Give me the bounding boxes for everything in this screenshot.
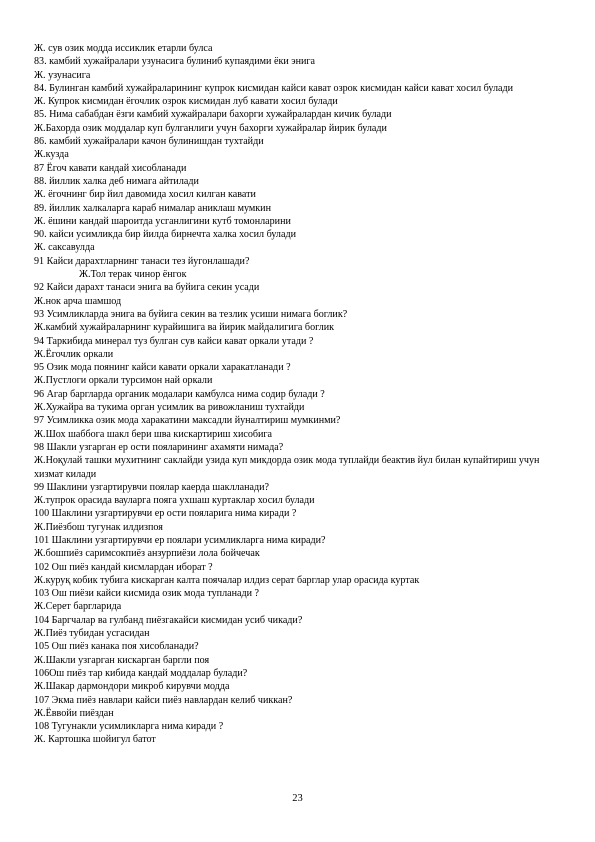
text-line: Ж. саксавулда bbox=[34, 242, 95, 254]
text-line: 85. Нима сабабдан ёзги камбий хужайралари бахорги хужайралардан кичик булади bbox=[34, 109, 392, 121]
text-line: 103 Ош пиёзи кайси кисмида озик мода тупланади ? bbox=[34, 588, 260, 600]
text-line: Ж. сув озик модда иссиклик етарли булса bbox=[34, 43, 213, 54]
text-line: 97 Усимликка озик мода харакатини максадли йуналтириш мумкинми? bbox=[34, 415, 341, 427]
text-line: 94 Таркибида минерал туз булган сув кайси кават оркали утади ? bbox=[34, 335, 314, 347]
text-line: Ж.кузда bbox=[34, 149, 69, 161]
text-line: Ж.нок арча шамшод bbox=[34, 295, 122, 307]
text-line: Ж.Пустлоги оркали турсимон най оркали bbox=[34, 375, 213, 387]
text-line: Ж.Ёввойи пиёздан bbox=[34, 707, 114, 719]
text-line: 98 Шакли узгарган ер ости пояларининг ахамяти нимада? bbox=[34, 441, 284, 453]
text-line: Ж.Ноқулай ташки мухитнинг саклайди узида куп микдорда озик мода туплайди беактив йул билан купайтириш учун хизмат килади bbox=[34, 455, 540, 480]
text-line: Ж. узунасига bbox=[34, 69, 91, 81]
text-line: Ж. Купрок кисмидан ёгочлик озрок кисмидан луб кавати хосил булади bbox=[34, 96, 338, 108]
text-line: Ж.Хужайра ва тукима орган усимлик ва ривожланиш тухтайди bbox=[34, 402, 305, 414]
text-line: 105 Ош пиёз канака поя хисобланади? bbox=[34, 641, 199, 653]
text-line: 84. Булинган камбий хужайраларининг купрок кисмидан кайси кават озрок кисмидан кайси кават хосил булади bbox=[34, 82, 514, 94]
text-line: 88. йиллик халка деб нимага айтилади bbox=[34, 175, 199, 187]
text-line: 100 Шаклини узгартирувчи ер ости пояларига нима киради ? bbox=[34, 508, 297, 520]
text-line: 96 Агар баргларда органик модалари камбулса нима содир булади ? bbox=[34, 388, 325, 400]
text-line: Ж.Шакли узгарган кискарган баргли поя bbox=[34, 654, 210, 666]
text-line: 93 Усимликларда энига ва буйига секин ва тезлик усиши нимага боглик? bbox=[34, 308, 348, 320]
text-line: Ж.Шох шаббога шакл бери шва кискартириш хисобига bbox=[34, 428, 273, 440]
document-text bbox=[34, 42, 564, 747]
text-line: Ж.Серет баргларида bbox=[34, 601, 122, 613]
text-line: 102 Ош пиёз кандай кисмлардан иборат ? bbox=[34, 561, 213, 573]
text-line: 92 Кайси дарахт танаси энига ва буйига секин усади bbox=[34, 282, 260, 294]
text-line: Ж. Картошка шойигул батот bbox=[34, 734, 156, 746]
text-line: 99 Шаклини узгартирувчи поялар каерда шаклланади? bbox=[34, 481, 270, 493]
text-line: 89. йиллик халкаларга караб нималар аниклаш мумкин bbox=[34, 202, 271, 214]
page-number: 23 bbox=[292, 793, 303, 804]
text-line: 86. камбий хужайралари качон булинишдан тухтайди bbox=[34, 136, 264, 148]
text-line: Ж.Тол терак чинор ёнгок bbox=[79, 269, 187, 281]
text-line: 95 Озик мода поянинг кайси кавати оркали харакатланади ? bbox=[34, 362, 291, 374]
text-line: 101 Шаклини узгартирувчи ер поялари усимликларга нима киради? bbox=[34, 534, 326, 546]
text-line: Ж.тупрок орасида вауларга пояга ухшаш куртаклар хосил булади bbox=[34, 495, 315, 507]
text-line: 106Ош пиёз тар кибида кандай моддалар булади? bbox=[34, 667, 248, 679]
text-line: Ж.Бахорда озик моддалар куп булганлиги учун бахорги хужайралар йирик булади bbox=[34, 122, 387, 134]
text-line: 87 Ёгоч кавати кандай хисобланади bbox=[34, 162, 187, 174]
text-line: Ж.бошпиёз саримсокпиёз анзурпиёзи лола бойчечак bbox=[34, 548, 260, 560]
text-line: 83. камбий хужайралари узунасига булиниб купаядими ёки энига bbox=[34, 56, 316, 68]
text-line: Ж.Ёгочлик оркали bbox=[34, 348, 114, 360]
text-line: Ж.камбий хужайраларнинг курайишига ва йирик майдалигига боглик bbox=[34, 322, 335, 334]
text-line: Ж.Шакар дармондори микроб кирувчи модда bbox=[34, 681, 230, 693]
text-line: Ж. ёшини кандай шароитда усганлигини кутб томонларини bbox=[34, 215, 291, 227]
text-line: Ж.куруқ кобик тубига кискарган калта поячалар илдиз серат барглар улар орасида куртак bbox=[34, 574, 420, 586]
text-line: 108 Тугунакли усимликларга нима киради ? bbox=[34, 721, 224, 733]
text-line: 91 Кайси дарахтларнинг танаси тез йугонлашади? bbox=[34, 255, 250, 267]
text-line: 104 Баргчалар ва гулбанд пиёзгакайси кисмидан усиб чикади? bbox=[34, 614, 303, 626]
text-line: Ж.Пиёз тубидан усгасидан bbox=[34, 628, 150, 640]
text-line: Ж.Пиёзбош тугунак илдизпоя bbox=[34, 521, 163, 533]
text-line: 90. кайси усимликда бир йилда бирнечта халка хосил булади bbox=[34, 229, 296, 241]
text-line: 107 Экма пиёз навлари кайси пиёз навлардан келиб чиккан? bbox=[34, 694, 293, 706]
text-line: Ж. ёгочнинг бир йил давомида хосил килган кавати bbox=[34, 189, 256, 201]
